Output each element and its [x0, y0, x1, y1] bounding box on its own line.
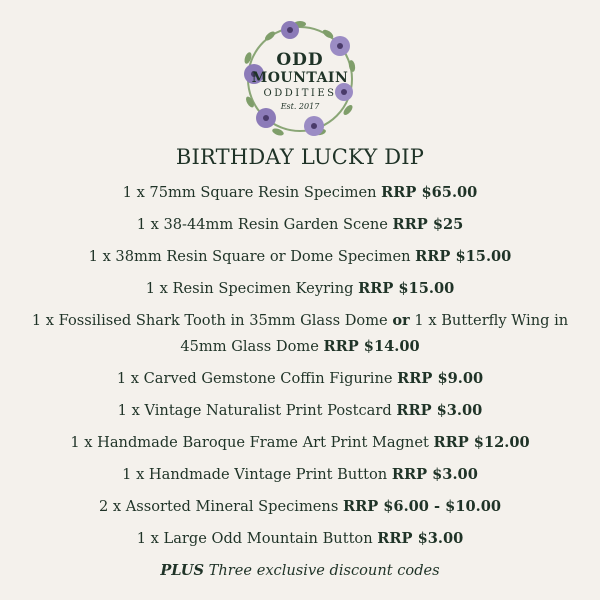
list-item: [20, 363, 580, 395]
item-price: RRP $15.00: [415, 248, 512, 265]
item-text: 1 x Carved Gemstone Coffin Figurine: [116, 370, 393, 387]
item-text: 1 x 75mm Square Resin Specimen: [122, 184, 377, 201]
item-text-alt: 1 x Butterfly Wing in 45mm Glass Dome: [180, 312, 569, 355]
item-price: RRP $3.00: [396, 402, 483, 419]
brand-logo: [240, 18, 360, 140]
item-price: RRP $3.00: [377, 530, 464, 547]
item-price: RRP $15.00: [358, 280, 455, 297]
item-text: 2 x Assorted Mineral Specimens: [98, 498, 339, 515]
list-item: [20, 395, 580, 427]
footer-plus: PLUS: [160, 562, 205, 579]
item-text: 1 x 38-44mm Resin Garden Scene: [136, 216, 388, 233]
list-item: [20, 273, 580, 305]
list-item: [20, 177, 580, 209]
list-item: [20, 491, 580, 523]
footer-text: Three exclusive discount codes: [208, 562, 440, 579]
item-text: 1 x Fossilised Shark Tooth in 35mm Glass Dome: [31, 312, 388, 329]
item-price: RRP $9.00: [397, 370, 484, 387]
item-text: 1 x Handmade Baroque Frame Art Print Magnet: [70, 434, 429, 451]
footer-note: [20, 555, 580, 587]
list-item: [20, 241, 580, 273]
list-item: [20, 523, 580, 555]
list-item: [20, 209, 580, 241]
logo-line-oddities: ODDITIES: [263, 88, 337, 99]
item-price: RRP $6.00 - $10.00: [342, 498, 502, 515]
page-title: BIRTHDAY LUCKY DIP: [175, 145, 425, 169]
item-text: 1 x Vintage Naturalist Print Postcard: [117, 402, 392, 419]
item-text: 1 x Resin Specimen Keyring: [145, 280, 354, 297]
item-price: RRP $12.00: [433, 434, 530, 451]
list-item: [20, 459, 580, 491]
list-item: [20, 427, 580, 459]
item-list: [20, 177, 580, 587]
logo-line-mountain: MOUNTAIN: [251, 70, 349, 86]
list-item: [20, 308, 580, 360]
item-price: RRP $65.00: [381, 184, 478, 201]
item-text: 1 x 38mm Resin Square or Dome Specimen: [88, 248, 411, 265]
item-conjunction: or: [392, 312, 410, 329]
logo-line-odd: ODD: [276, 50, 324, 70]
item-text: 1 x Large Odd Mountain Button: [136, 530, 373, 547]
logo-established: Est. 2017: [280, 102, 320, 111]
item-text: 1 x Handmade Vintage Print Button: [122, 466, 388, 483]
item-price: RRP $25: [392, 216, 464, 233]
item-price: RRP $14.00: [323, 338, 420, 355]
item-price: RRP $3.00: [391, 466, 478, 483]
